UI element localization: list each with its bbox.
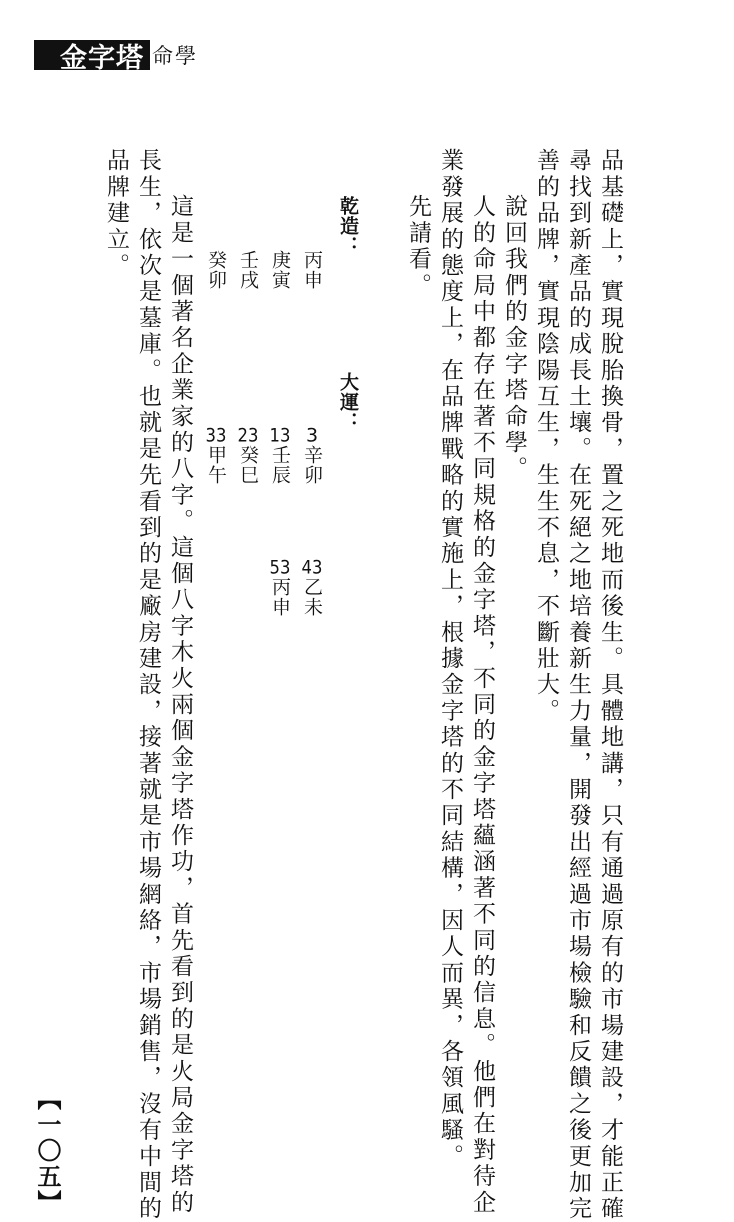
text-column-3: 善的品牌，實現陰陽互生，生生不息，不斷壯大。 [533,148,559,725]
text-column-6: 業發展的態度上，在品牌戰略的實施上，根據金字塔的不同結構，因人而異，各領風騷。 [437,148,463,1170]
luck-age: 23 [237,426,259,445]
dayun-label: 大運： [337,372,359,432]
luck-pillar-name: 癸巳 [237,445,259,485]
pillar-year: 丙申 [301,250,323,290]
page-header [34,38,198,72]
text-column-1: 品基礎上，實現脫胎換骨，置之死地而後生。具體地講，只有通過原有的市場建設，才能正確 [597,148,623,1222]
luck-pillar [206,426,225,485]
luck-pillar-name: 丙申 [269,577,291,617]
luck-age: 3 [305,426,319,445]
pillar-day: 壬戌 [237,250,259,290]
pillar-hour: 癸卯 [205,250,227,290]
text-column-2: 尋找到新產品的成長土壤。在死絕之地培養新生力量，開發出經過市場檢驗和反饋之後更加完 [565,148,591,1222]
text-column-7: 先請看。 [405,194,431,299]
text-column-8: 這是一個著名企業家的八字。這個八字木火兩個金字塔作功，首先看到的是火局金字塔的 [167,194,193,1216]
luck-age: 53 [269,558,291,577]
text-column-4: 說回我們的金字塔命學。 [501,194,527,483]
qianzao-label: 乾造： [337,196,359,256]
text-column-9: 長生，依次是墓庫。也就是先看到的是廠房建設，接著就是市場網絡，市場銷售，沒有中間的 [135,148,161,1222]
luck-pillar-name: 甲午 [205,445,227,485]
luck-pillar [270,558,289,617]
luck-pillar [302,558,321,617]
luck-pillar [238,426,257,485]
luck-age: 43 [301,558,323,577]
luck-pillar [270,426,289,485]
luck-pillar-name: 辛卯 [301,445,323,485]
luck-pillar-name: 乙未 [301,577,323,617]
text-column-10: 品牌建立。 [103,148,129,279]
luck-age: 13 [269,426,291,445]
luck-pillar [302,426,321,485]
luck-age: 33 [205,426,227,445]
luck-pillar-name: 壬辰 [269,445,291,485]
page-number: 【一〇五】 [33,1086,61,1216]
brand-title: 金字塔 [34,40,150,70]
text-column-5: 人的命局中都存在著不同規格的金字塔，不同的金字塔蘊涵著不同的信息。他們在對待企 [469,194,495,1216]
pillar-month: 庚寅 [269,250,291,290]
brand-subtitle: 命學 [152,44,198,68]
